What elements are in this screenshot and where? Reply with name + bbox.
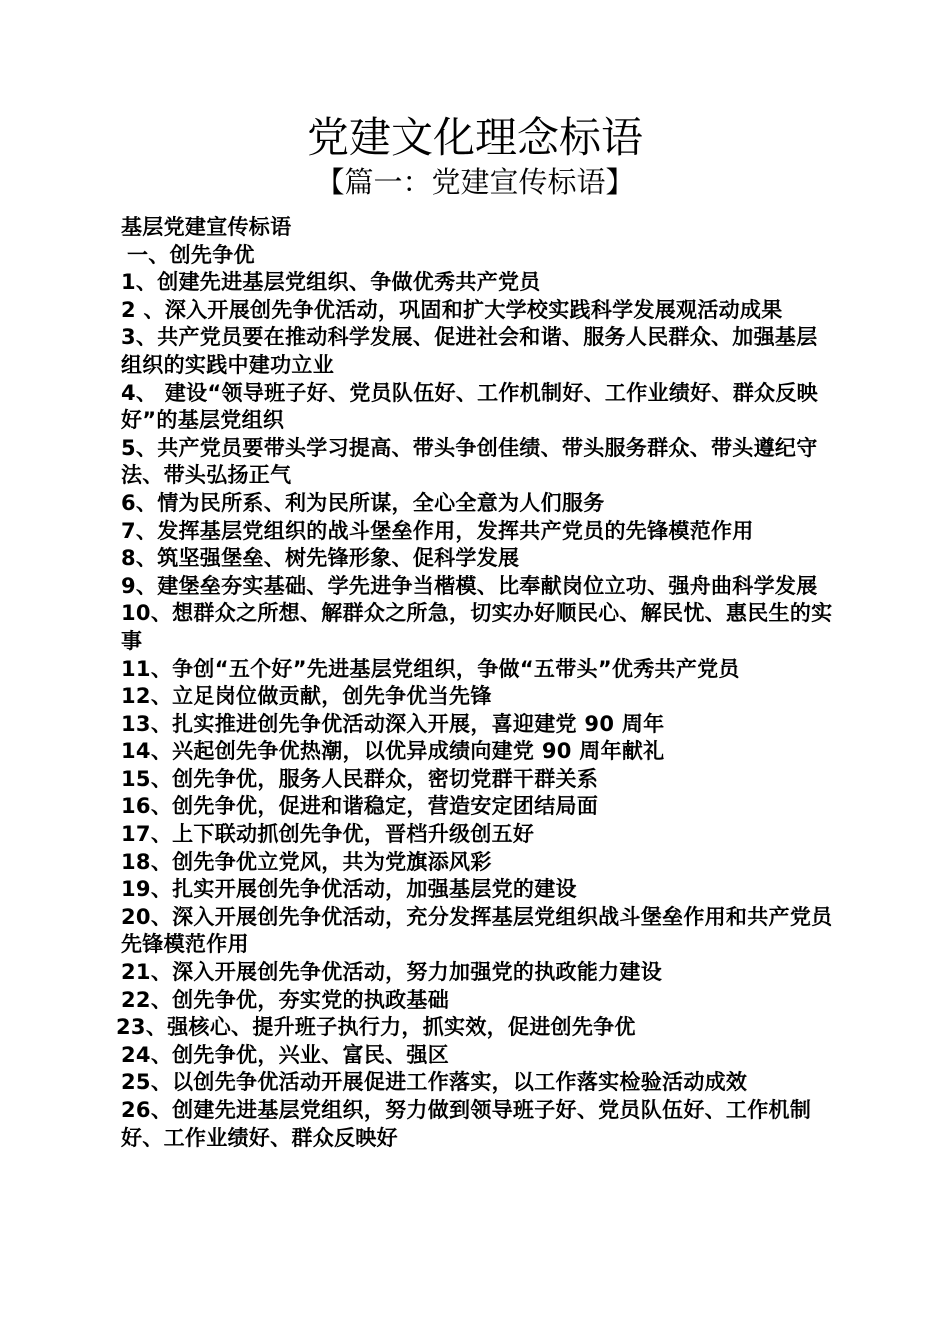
slogan-item-16: 16、创先争优，促进和谐稳定，营造安定团结局面 — [121, 794, 599, 819]
document-body — [116, 214, 836, 1152]
document-subtitle: 【篇一：党建宣传标语】 — [315, 165, 635, 199]
section-heading: 基层党建宣传标语 — [121, 215, 292, 239]
slogan-item-12: 12、立足岗位做贡献，创先争优当先锋 — [121, 684, 492, 709]
slogan-item-26: 26、创建先进基层党组织，努力做到领导班子好、党员队伍好、工作机制好、工作业绩好、群众反映好 — [121, 1098, 812, 1150]
slogan-item-9: 9、建堡垒夯实基础、学先进争当楷模、比奉献岗位立功、强舟曲科学发展 — [121, 573, 818, 598]
slogan-item-14: 14、兴起创先争优热潮，以优异成绩向建党 90 周年献礼 — [121, 739, 665, 764]
slogan-item-23: 23、强核心、提升班子执行力，抓实效，促进创先争优 — [116, 1015, 636, 1040]
slogan-item-13: 13、扎实推进创先争优活动深入开展，喜迎建党 90 周年 — [121, 711, 665, 736]
slogan-item-3: 3、共产党员要在推动科学发展、促进社会和谐、服务人民群众、加强基层组织的实践中建功立业 — [121, 325, 818, 377]
slogan-item-5: 5、共产党员要带头学习提高、带头争创佳绩、带头服务群众、带头遵纪守法、带头弘扬正气 — [121, 435, 818, 488]
slogan-item-24: 24、创先争优，兴业、富民、强区 — [121, 1042, 450, 1067]
slogan-item-20: 20、深入开展创先争优活动，充分发挥基层党组织战斗堡垒作用和共产党员先锋模范作用 — [121, 904, 833, 957]
slogan-item-8: 8、筑坚强堡垒、树先锋形象、促科学发展 — [121, 546, 520, 571]
subsection-heading: 一、创先争优 — [127, 242, 255, 267]
slogan-item-10: 10、想群众之所想、解群众之所急，切实办好顺民心、解民忧、惠民生的实事 — [121, 601, 833, 653]
slogan-item-1: 1、创建先进基层党组织、争做优秀共产党员 — [121, 270, 541, 295]
slogan-item-17: 17、上下联动抓创先争优，晋档升级创五好 — [121, 822, 535, 847]
slogan-item-25: 25、以创先争优活动开展促进工作落实，以工作落实检验活动成效 — [121, 1070, 748, 1095]
slogan-item-22: 22、创先争优，夯实党的执政基础 — [121, 987, 450, 1012]
slogan-item-21: 21、深入开展创先争优活动，努力加强党的执政能力建设 — [121, 960, 663, 985]
slogan-item-19: 19、扎实开展创先争优活动，加强基层党的建设 — [121, 877, 577, 902]
slogan-item-6: 6、情为民所系、利为民所谋，全心全意为人们服务 — [121, 490, 605, 515]
document-title: 党建文化理念标语 — [306, 113, 643, 162]
slogan-item-2: 2 、深入开展创先争优活动，巩固和扩大学校实践科学发展观活动成果 — [121, 297, 783, 322]
slogan-item-7: 7、发挥基层党组织的战斗堡垒作用，发挥共产党员的先锋模范作用 — [121, 518, 754, 543]
slogan-item-18: 18、创先争优立党风，共为党旗添风彩 — [121, 849, 492, 874]
slogan-item-4: 4、 建设“领导班子好、党员队伍好、工作机制好、工作业绩好、群众反映好”的基层党组织 — [121, 380, 818, 433]
slogan-item-11: 11、争创“五个好”先进基层党组织，争做“五带头”优秀共产党员 — [121, 656, 740, 681]
slogan-item-15: 15、创先争优，服务人民群众，密切党群干群关系 — [121, 766, 599, 791]
